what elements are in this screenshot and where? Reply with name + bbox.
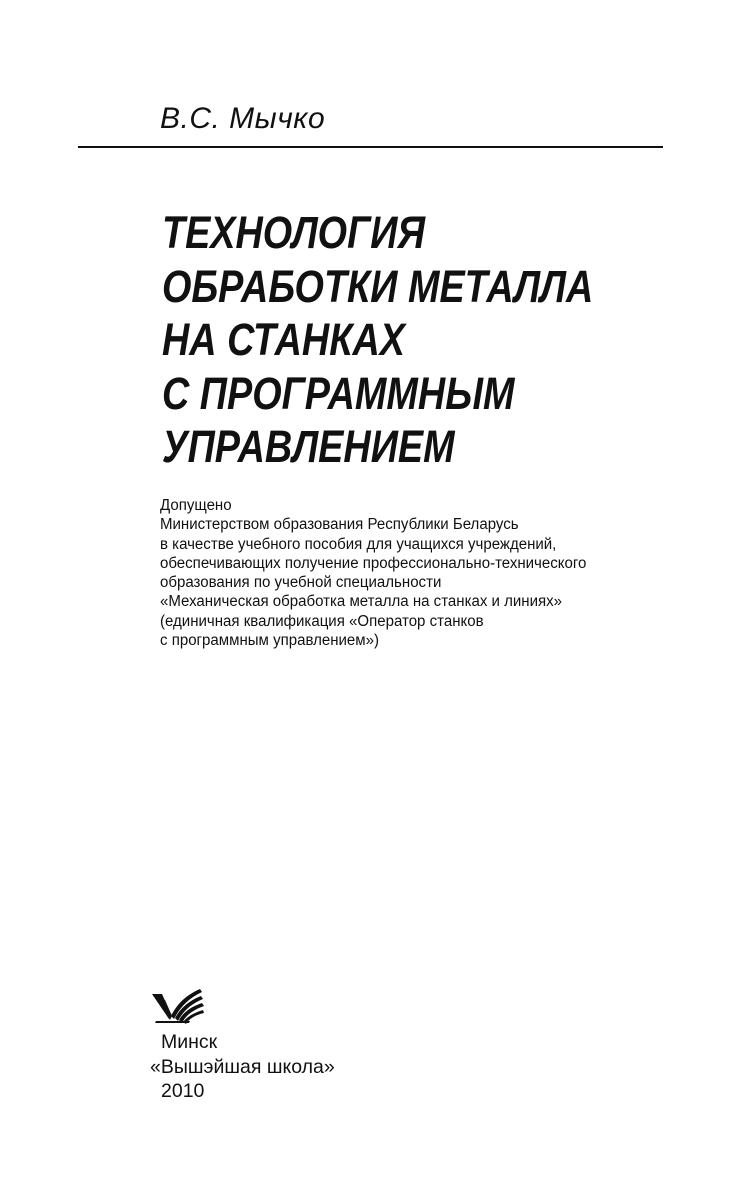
publisher-name: «Вышэйшая школа» xyxy=(150,1055,335,1078)
title-line: С ПРОГРАММНЫМ xyxy=(162,367,515,419)
publisher-imprint xyxy=(150,1030,450,1104)
approval-line: (единичная квалификация «Оператор станков xyxy=(160,612,484,630)
header-rule xyxy=(78,146,663,148)
title-line: УПРАВЛЕНИЕМ xyxy=(162,421,455,472)
title-line: ОБРАБОТКИ МЕТАЛЛА xyxy=(162,260,594,312)
publisher-logo-icon xyxy=(150,986,206,1026)
approval-line: «Механическая обработка металла на станках и линиях» xyxy=(160,593,563,611)
publisher-city: Минск xyxy=(161,1031,218,1053)
book-title xyxy=(162,206,682,474)
title-line: ТЕХНОЛОГИЯ xyxy=(162,207,426,258)
approval-line: обеспечивающих получение профессионально-технического xyxy=(160,554,587,572)
approval-line: с программным управлением») xyxy=(160,632,379,650)
approval-statement xyxy=(160,496,680,650)
approval-line: в качестве учебного пособия для учащихся учреждений, xyxy=(160,535,557,553)
author-name: В.С. Мычко xyxy=(160,102,326,135)
publication-year: 2010 xyxy=(161,1080,205,1102)
title-line: НА СТАНКАХ xyxy=(162,314,405,365)
approval-line: образования по учебной специальности xyxy=(160,574,442,592)
approval-line: Министерством образования Республики Беларусь xyxy=(160,516,519,534)
approval-line: Допущено xyxy=(160,497,232,514)
